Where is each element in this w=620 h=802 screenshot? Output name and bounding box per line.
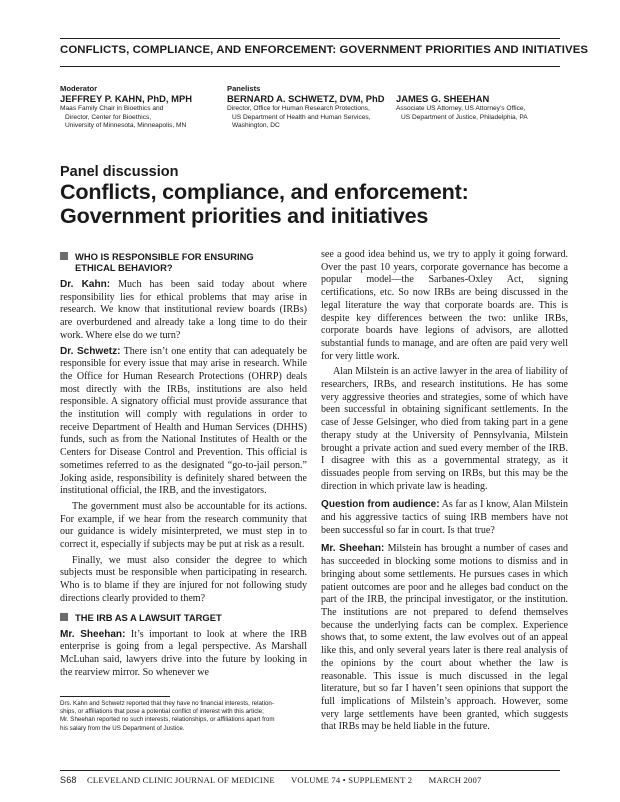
left-column bbox=[60, 249, 307, 682]
panelist-affiliation: Director, Office for Human Research Protections, bbox=[227, 105, 370, 112]
article-title bbox=[60, 180, 560, 228]
paragraph: Dr. Schwetz: There isn’t one entity that can adequately be responsible for every issue that may arise in research. While the Office for Human Research Protections (OHRP) deals most directly with the IRBs, institutions are also held responsible. A signatory official must provide assurance that the institution will comply with regulations in order to receive Department of Health and Human Services (DHHS) funds, such as from the National Institutes of Health or the Centers for Disease Control and Prevention. This official is sometimes referred to as the designated “go-to-jail person.” Joking aside, responsibility is definitely shared between the institutional official, the IRB, and the investigators. bbox=[60, 345, 307, 497]
panelist-schwetz-block bbox=[227, 84, 384, 131]
page-number: S68 bbox=[60, 775, 77, 785]
right-column bbox=[321, 249, 568, 737]
footnote-rule bbox=[60, 696, 170, 697]
moderator-affiliation: University of Minnesota, Minneapolis, MN bbox=[65, 122, 187, 130]
paragraph: Alan Milstein is an active lawyer in the area of liability of researchers, IRBs, and research institutions. He has some very aggressive theories and strategies, some of which have been successful in obtaining significant settlements. In the case of Jesse Gelsinger, who died from taking part in a gene therapy study at the University of Pennsylvania, Milstein brought a private action and sued every member of the IRB. I disagree with this as a governmental strategy, as it dissuades people from serving on IRBs, but this may be the direction in which private law is heading. bbox=[321, 366, 568, 492]
paragraph: Mr. Sheehan: It’s important to look at where the IRB enterprise is going from a legal perspective. As Marshall McLuhan said, lawyers drive into the future by looking in the rearview mirror. So whenever we bbox=[60, 628, 307, 678]
moderator-name: JEFFREY P. KAHN, PhD, MPH bbox=[60, 93, 192, 104]
square-bullet-icon bbox=[60, 613, 68, 621]
title-line: Conflicts, compliance, and enforcement: bbox=[60, 179, 469, 204]
moderator-block bbox=[60, 84, 192, 131]
moderator-affiliation: Director, Center for Bioethics, bbox=[65, 113, 152, 121]
paragraph: Question from audience: As far as I know, Alan Milstein and his aggressive tactics of suing IRB members have not been successful so far in court. Is that true? bbox=[321, 499, 568, 536]
panelist-name: JAMES G. SHEEHAN bbox=[396, 93, 490, 104]
panelist-affiliation: Associate US Attorney, US Attorney’s Office, bbox=[396, 105, 526, 112]
section-heading: THE IRB AS A LAWSUIT TARGET bbox=[60, 612, 307, 623]
panelist-affiliation: Washington, DC bbox=[232, 122, 280, 130]
title-line: Government priorities and initiatives bbox=[60, 203, 429, 228]
panelist-name: BERNARD A. SCHWETZ, DVM, PhD bbox=[227, 93, 385, 104]
head-rule bbox=[60, 66, 560, 67]
speaker-label: Question from audience: bbox=[321, 499, 440, 511]
top-rule bbox=[60, 38, 560, 39]
running-head: CONFLICTS, COMPLIANCE, AND ENFORCEMENT: GOVERNMENT PRIORITIES AND INITIATIVES bbox=[60, 44, 589, 56]
issue-date: MARCH 2007 bbox=[428, 775, 482, 785]
section-heading: WHO IS RESPONSIBLE FOR ENSURING ETHICAL BEHAVIOR? bbox=[60, 251, 307, 273]
footer-rule bbox=[60, 770, 560, 771]
journal-name: CLEVELAND CLINIC JOURNAL OF MEDICINE bbox=[86, 775, 275, 785]
moderator-affiliation: Maas Family Chair in Bioethics and bbox=[60, 105, 164, 112]
speaker-label: Mr. Sheehan: bbox=[60, 628, 126, 640]
paragraph: Dr. Kahn: Much has been said today about where responsibility lies for ethical problems that may arise in research. We know that institutional review boards (IRBs) are overburdened and already take a long time to do their work. Where else do we turn? bbox=[60, 279, 307, 341]
volume-info: VOLUME 74 • SUPPLEMENT 2 bbox=[291, 775, 413, 785]
article-kicker: Panel discussion bbox=[60, 164, 179, 180]
panelists-label: Panelists bbox=[227, 84, 261, 93]
paragraph: Finally, we must also consider the degree to which subjects must be responsible when participating in research. Who is to blame if they are injured for not following study directions clearly provided to them? bbox=[60, 554, 307, 604]
speaker-label: Mr. Sheehan: bbox=[321, 543, 385, 555]
paragraph: see a good idea behind us, we try to apply it going forward. Over the past 10 years, corporate governance has become a popular model—the Sarbanes-Oxley Act, signing certifications, etc. So now IRBs are being discussed in the legal literature the way that corporate boards are. This is despite key differences between the two: unlike IRBs, corporate boards have legions of advisors, are allotted substantial funds to manage, and are often are paid very well for very little work. bbox=[321, 249, 568, 362]
paragraph: Mr. Sheehan: Milstein has brought a number of cases and has succeeded in blocking some motions to dismiss and in bringing about some settlements. He pursues cases in which patient outcomes are poor and he alleges bad conduct on the part of the IRB, the principal investigator, or the institution. The institutions are not prepared to defend themselves because the underlying facts can be complex. Experience shows that, to some extent, the law evolves out of an appeal like this, and only several years later is there real analysis of the opinions by the court about whether the law is reasonable. This issue is much discussed in the legal literature, but so far I haven’t seen opinions that support the full implications of Milstein’s approach. However, some very large settlements have been granted, which suggests that IRBs may be held liable in the future. bbox=[321, 543, 568, 733]
panelist-sheehan-block bbox=[396, 84, 528, 122]
moderator-label: Moderator bbox=[60, 84, 98, 93]
speaker-label: Dr. Kahn: bbox=[60, 279, 111, 290]
paragraph: The government must also be accountable for its actions. For example, if we hear from the research community that our guidance is widely misinterpreted, we must step in to correct it, especially if subjects may be put at risk as a result. bbox=[60, 500, 307, 551]
square-bullet-icon bbox=[60, 252, 68, 260]
speaker-label: Dr. Schwetz: bbox=[60, 345, 121, 357]
panelist-affiliation: US Department of Health and Human Services, bbox=[232, 113, 371, 121]
panelist-affiliation: US Department of Justice, Philadelphia, PA bbox=[401, 113, 528, 121]
page-footer bbox=[60, 775, 482, 785]
disclosure-footnote: Drs. Kahn and Schwetz reported that they have no financial interests, relation- ships, or affiliations that pose a potential conflict of interest with this article; Mr. Sheehan reported no such interests, relationships, or affiliations apart from his salary from the US Department of Justice. bbox=[60, 700, 275, 732]
